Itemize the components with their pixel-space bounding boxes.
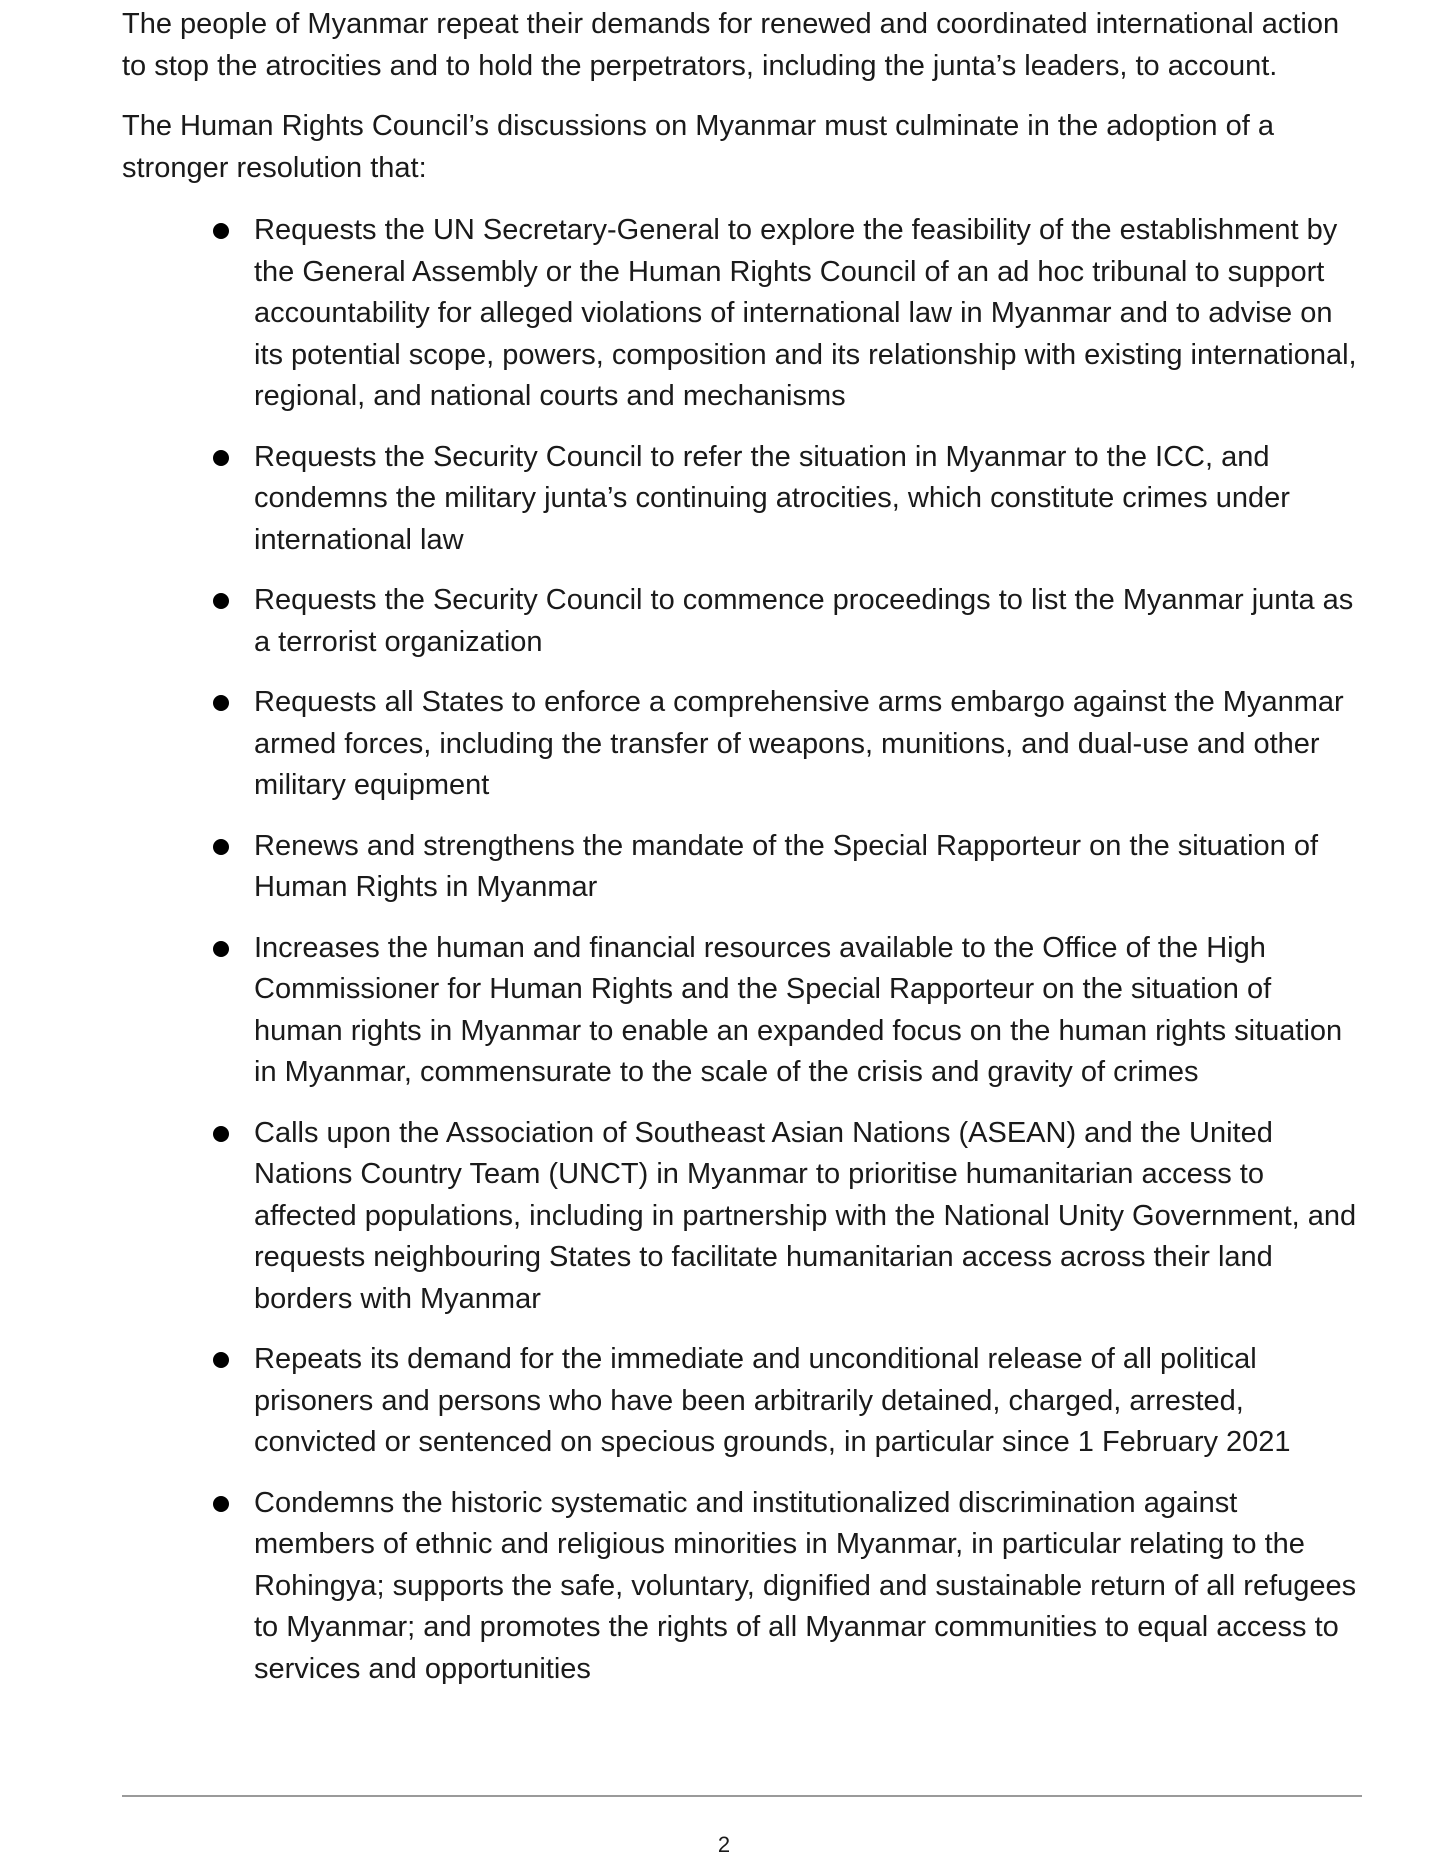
list-item-text: Calls upon the Association of Southeast Asian Nations (ASEAN) and the United Nations Country Team (UNCT) in Myanmar to prioritise humanitarian access to affected populations, including in partnership with the National Unity Government, and requests neighbouring States to facilitate humanitarian access across their land borders with Myanmar [254,1116,1357,1315]
list-item-text: Increases the human and financial resources available to the Office of the High Commissioner for Human Rights and the Special Rapporteur on the situation of human rights in Myanmar to enable an expanded focus on the human rights situation in Myanmar, commensurate to the scale of the crisis and gravity of crimes [254,931,1343,1088]
list-item-text: Renews and strengthens the mandate of the Special Rapporteur on the situation of Human Rights in Myanmar [254,829,1319,903]
list-item [122,1113,1362,1321]
bullet-icon [213,593,229,609]
list-item-text: Requests the Security Council to commence proceedings to list the Myanmar junta as a terrorist organization [254,584,1354,658]
list-item [122,580,1362,663]
page-number: 2 [717,1832,731,1857]
list-item [122,928,1362,1094]
resolution-lead-paragraph: The Human Rights Council’s discussions on Myanmar must culminate in the adoption of a stronger resolution that: [122,110,1274,184]
bullet-icon [213,1352,229,1368]
bullet-icon [213,223,229,239]
list-item-text: Repeats its demand for the immediate and unconditional release of all political prisoners and persons who have been arbitrarily detained, charged, arrested, convicted or sentenced on specious grounds, in particular since 1 February 2021 [254,1343,1291,1458]
footer-divider [122,1795,1362,1797]
list-item [122,826,1362,909]
bullet-icon [213,941,229,957]
list-item [122,1339,1362,1464]
resolution-demands-list [122,210,1362,1690]
list-item [122,682,1362,807]
bullet-icon [213,695,229,711]
list-item-text: Requests the UN Secretary-General to explore the feasibility of the establishment by the General Assembly or the Human Rights Council of an ad hoc tribunal to support accountability for alleged violations of international law in Myanmar and to advise on its potential scope, powers, composition and its relationship with existing international, regional, and national courts and mechanisms [254,214,1357,412]
intro-paragraph: The people of Myanmar repeat their demands for renewed and coordinated international action to stop the atrocities and to hold the perpetrators, including the junta’s leaders, to account. [122,8,1340,82]
list-item [122,1483,1362,1691]
list-item-text: Requests the Security Council to refer the situation in Myanmar to the ICC, and condemns the military junta’s continuing atrocities, which constitute crimes under international law [254,440,1290,556]
document-page [122,4,1362,1709]
list-item [122,210,1362,418]
bullet-icon [213,1126,229,1142]
bullet-icon [213,450,229,466]
list-item [122,437,1362,562]
bullet-icon [213,839,229,855]
bullet-icon [213,1496,229,1512]
list-item-text: Condemns the historic systematic and institutionalized discrimination against members of ethnic and religious minorities in Myanmar, in particular relating to the Rohingya; supports the safe, voluntary, dignified and sustainable return of all refugees to Myanmar; and promotes the rights of all Myanmar communities to equal access to services and opportunities [254,1486,1357,1685]
list-item-text: Requests all States to enforce a comprehensive arms embargo against the Myanmar armed forces, including the transfer of weapons, munitions, and dual-use and other military equipment [254,686,1344,801]
